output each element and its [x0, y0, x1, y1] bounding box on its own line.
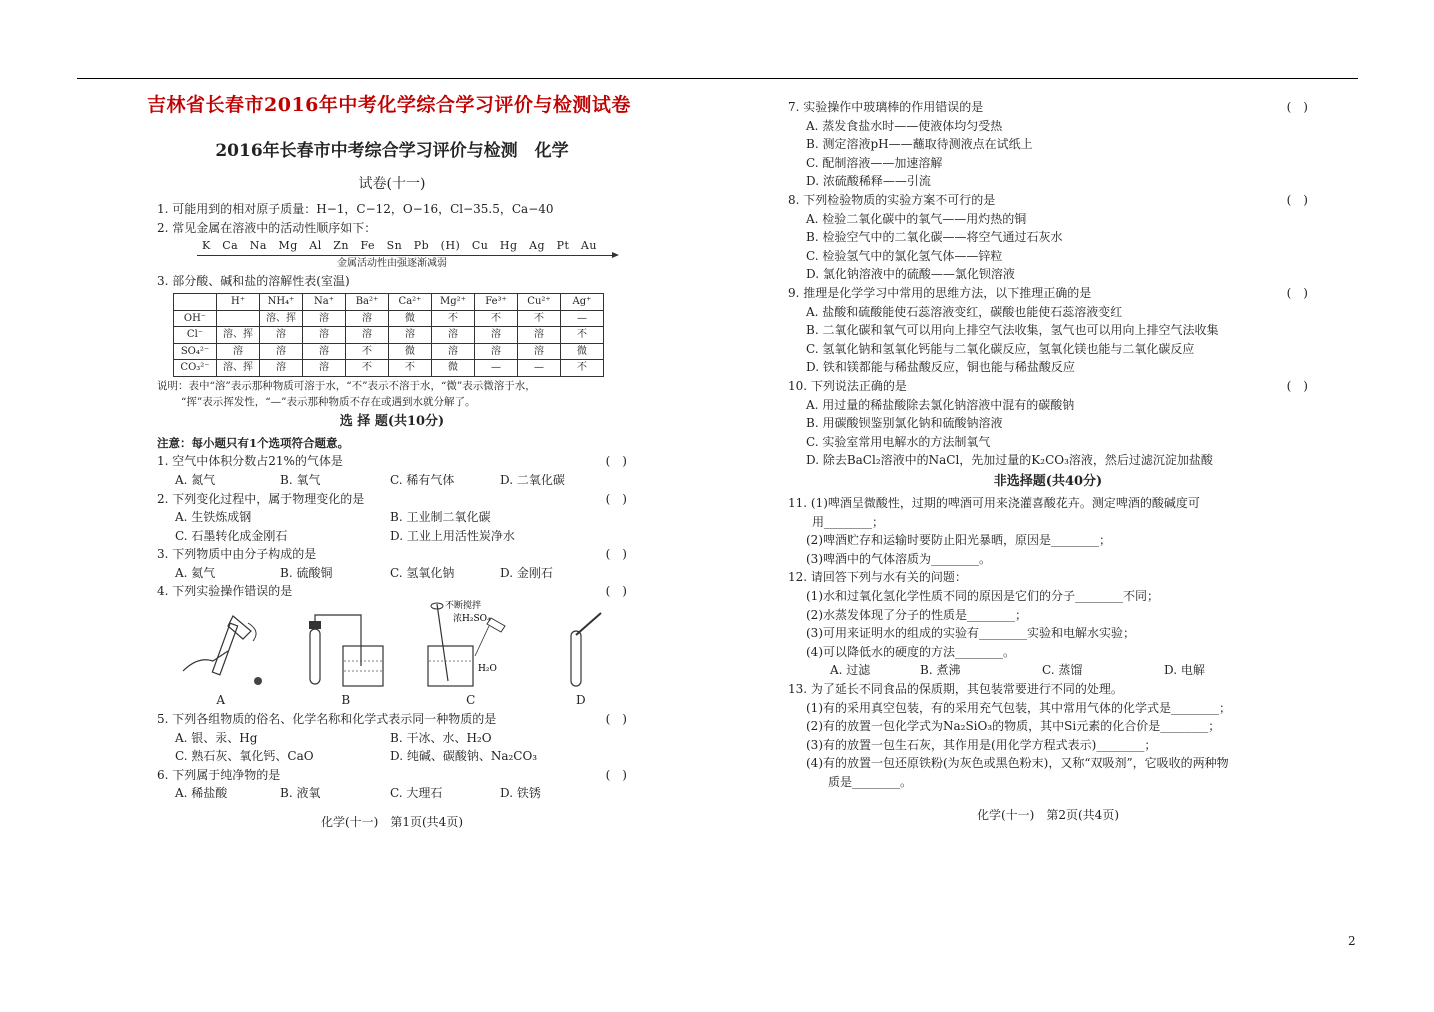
options: [157, 729, 627, 748]
section-title: 非选择题(共40分): [993, 473, 1103, 489]
table-cell: 溶、挥: [217, 360, 260, 377]
metal-symbol: K: [202, 239, 211, 253]
question-line[interactable]: (3)可用来证明水的组成的实验有________实验和电解水实验；: [806, 626, 1136, 641]
test-tube-icon: [551, 611, 611, 691]
options: [157, 564, 627, 583]
attention-note: 注意：每小题只有1个选项符合题意。: [157, 435, 349, 450]
option: B. 工业制二氧化碳: [390, 510, 491, 525]
table-cell: 溶、挥: [260, 310, 303, 327]
table-row: [174, 310, 604, 327]
figure-b: [301, 611, 391, 710]
figure-a: [173, 611, 268, 710]
metal-symbol: Pb: [413, 239, 430, 253]
answer-bracket[interactable]: ( ): [605, 584, 627, 599]
question-line[interactable]: 用________；: [812, 514, 885, 529]
answer-bracket[interactable]: ( ): [605, 547, 627, 562]
question: 5. 下列各组物质的俗名、化学名称和化学式表示同一种物质的是 ( ): [157, 710, 627, 729]
table-cell: —: [518, 360, 561, 377]
table-cell: 溶: [432, 327, 475, 344]
question-line[interactable]: (2)啤酒贮存和运输时要防止阳光暴晒，原因是________；: [806, 533, 1111, 548]
paper-number: 试卷(十一): [358, 176, 426, 193]
option: A. 稀盐酸: [175, 786, 228, 801]
table-cell: 溶: [432, 343, 475, 360]
option: D. 氯化钠溶液中的硫酸——氯化钡溶液: [806, 267, 1015, 282]
table-note: “挥”表示挥发性，“—”表示那种物质不存在或遇到水就分解了。: [181, 395, 476, 408]
answer-bracket[interactable]: ( ): [605, 712, 627, 727]
question-block: [788, 191, 1308, 284]
experiment-figures: [157, 601, 627, 710]
question-line[interactable]: (1)有的采用真空包装，有的采用充气包装，其中常用气体的化学式是________；: [806, 700, 1232, 715]
table-cell: 溶: [389, 327, 432, 344]
question-12: [788, 568, 1308, 680]
option: D. 电解: [1164, 663, 1205, 678]
table-cell: 微: [389, 343, 432, 360]
option: B. 硫酸铜: [280, 565, 333, 580]
table-cell: 不: [389, 360, 432, 377]
table-cell: 不: [346, 360, 389, 377]
option: D. 金刚石: [500, 565, 553, 580]
metal-symbol: Ag: [529, 239, 546, 253]
figure-label: D: [575, 693, 586, 708]
table-cell: 溶: [303, 310, 346, 327]
question-line: 12. 请回答下列与水有关的问题：: [788, 570, 967, 585]
metal-symbol: (H): [440, 239, 461, 253]
table-cell: 溶: [303, 327, 346, 344]
options: [157, 508, 627, 527]
option: D. 二氧化碳: [500, 472, 565, 487]
question: 6. 下列属于纯净物的是 ( ): [157, 766, 627, 785]
option: C. 氢氧化钠: [390, 565, 455, 580]
figure-d: [551, 611, 611, 710]
option: D. 铁锈: [500, 786, 541, 801]
table-cell: —: [561, 310, 604, 327]
table-cell: 溶: [346, 327, 389, 344]
dilution-beaker-icon: [423, 596, 518, 691]
table-cell: 溶: [518, 327, 561, 344]
table-cell: 溶: [346, 310, 389, 327]
question: 8. 下列检验物质的实验方案不可行的是 ( ): [788, 191, 1308, 210]
metal-symbol: Mg: [278, 239, 298, 253]
option: C. 配制溶液——加速溶解: [806, 155, 943, 170]
question-line[interactable]: (1)水和过氧化氢化学性质不同的原因是它们的分子________不同；: [806, 588, 1160, 603]
question-block: [788, 377, 1308, 470]
table-cell: 溶: [475, 327, 518, 344]
metal-symbol: Hg: [499, 239, 518, 253]
table-row: [174, 327, 604, 344]
option: D. 铁和镁都能与稀盐酸反应，铜也能与稀盐酸反应: [806, 360, 1075, 375]
metal-activity-series: [157, 237, 627, 254]
stir-label: 不断搅拌: [445, 601, 482, 612]
figure-label: A: [216, 693, 226, 708]
option: B. 用碳酸钡鉴别氯化钠和硫酸钠溶液: [806, 416, 1003, 431]
options: [157, 527, 627, 546]
question-line[interactable]: (3)有的放置一包生石灰，其作用是(用化学方程式表示)________；: [806, 737, 1157, 752]
table-cell: SO₄²⁻: [174, 343, 217, 360]
option: B. 二氧化碳和氧气可以用向上排空气法收集，氢气也可以用向上排空气法收集: [806, 323, 1219, 338]
table-cell: Cl⁻: [174, 327, 217, 344]
option: A. 用过量的稀盐酸除去氯化钠溶液中混有的碳酸钠: [806, 397, 1075, 412]
table-cell: 不: [432, 310, 475, 327]
metal-symbol: Au: [580, 239, 597, 253]
option: D. 除去BaCl₂溶液中的NaCl，先加过量的K₂CO₃溶液，然后过滤沉淀加盐酸: [806, 453, 1213, 468]
table-cell: 溶: [303, 360, 346, 377]
table-cell: 溶: [260, 343, 303, 360]
table-header-cell: Mg²⁺: [432, 294, 475, 311]
option: C. 蒸馏: [1042, 663, 1083, 678]
option: D. 纯碱、碳酸钠、Na₂CO₃: [390, 749, 538, 764]
answer-bracket[interactable]: ( ): [1286, 378, 1308, 393]
question-line: 13. 为了延长不同食品的保质期，其包装常要进行不同的处理。: [788, 681, 1123, 696]
option: C. 氢氧化钠和氢氧化钙能与二氧化碳反应，氢氧化镁也能与二氧化碳反应: [806, 341, 1195, 356]
table-cell: 微: [389, 310, 432, 327]
question-line[interactable]: (2)有的放置一包化学式为Na₂SiO₃的物质，其中Si元素的化合价是________；: [806, 719, 1221, 734]
answer-bracket[interactable]: ( ): [1286, 285, 1308, 300]
table-header-cell: Ba²⁺: [346, 294, 389, 311]
option: C. 大理石: [390, 786, 443, 801]
page-footer: 化学(十一) 第1页(共4页): [321, 815, 463, 830]
question-13: [788, 680, 1308, 792]
table-header-cell: Fe³⁺: [475, 294, 518, 311]
option: B. 检验空气中的二氧化碳——将空气通过石灰水: [806, 230, 1063, 245]
answer-bracket[interactable]: ( ): [1286, 100, 1308, 114]
table-cell: 不: [561, 327, 604, 344]
arrow-icon: [197, 255, 617, 256]
header-rule: [77, 78, 1358, 79]
metal-symbol: Fe: [360, 239, 376, 253]
table-cell: [217, 310, 260, 327]
option: C. 熟石灰、氧化钙、CaO: [175, 749, 314, 764]
table-row: [174, 360, 604, 377]
question: 10. 下列说法正确的是 ( ): [788, 377, 1308, 396]
gas-tube-beaker-icon: [301, 611, 391, 691]
options: [788, 661, 1308, 680]
figure-label: B: [341, 693, 351, 708]
table-note: 说明：表中“溶”表示那种物质可溶于水，“不”表示不溶于水，“微”表示微溶于水，: [157, 379, 536, 392]
table-cell: 不: [475, 310, 518, 327]
question-line[interactable]: (2)水蒸发体现了分子的性质是________；: [806, 607, 1027, 622]
option: A. 盐酸和硫酸能使石蕊溶液变红，碳酸也能使石蕊溶液变红: [806, 304, 1123, 319]
question: 4. 下列实验操作错误的是 ( ): [157, 582, 627, 601]
option: A. 氮气: [175, 472, 216, 487]
page-footer: 化学(十一) 第2页(共4页): [977, 807, 1119, 822]
section-title: 选 择 题(共10分): [339, 414, 445, 430]
acid-label: 浓H₂SO₄: [453, 614, 491, 625]
option: C. 实验室常用电解水的方法制氧气: [806, 434, 991, 449]
question-block: [788, 98, 1308, 191]
options: [157, 747, 627, 766]
question: 9. 推理是化学学习中常用的思维方法，以下推理正确的是 ( ): [788, 284, 1308, 303]
option: A. 生铁炼成钢: [175, 510, 252, 525]
question-11: [788, 494, 1308, 568]
exam-title: 2016年长春市中考综合学习评价与检测 化学: [215, 141, 569, 161]
metal-symbol: Sn: [386, 239, 403, 253]
options: [157, 784, 627, 803]
question: 1. 空气中体积分数占21%的气体是 ( ): [157, 452, 627, 471]
option: C. 检验氢气中的氯化氢气体——锌粒: [806, 248, 1003, 263]
question: 7. 实验操作中玻璃棒的作用错误的是 ( ): [788, 98, 1308, 117]
answer-bracket[interactable]: ( ): [605, 491, 627, 506]
right-page: [788, 98, 1308, 824]
table-cell: 微: [561, 343, 604, 360]
metal-symbol: Ca: [222, 239, 239, 253]
question-line[interactable]: 质是________。: [828, 774, 913, 789]
table-cell: CO₃²⁻: [174, 360, 217, 377]
info-line: 2. 常见金属在溶液中的活动性顺序如下：: [157, 220, 377, 235]
table-header-cell: NH₄⁺: [260, 294, 303, 311]
dropper-tube-icon: [173, 611, 268, 691]
question-block: [788, 284, 1308, 377]
table-header-cell: H⁺: [217, 294, 260, 311]
table-header-cell: Ca²⁺: [389, 294, 432, 311]
answer-bracket[interactable]: ( ): [1286, 192, 1308, 207]
table-header-cell: Cu²⁺: [518, 294, 561, 311]
table-cell: OH⁻: [174, 310, 217, 327]
table-cell: 溶: [260, 327, 303, 344]
metal-symbol: Na: [249, 239, 267, 253]
option: B. 干冰、水、H₂O: [390, 730, 492, 745]
table-cell: 溶: [217, 343, 260, 360]
table-cell: 溶: [475, 343, 518, 360]
solubility-table: [173, 293, 604, 377]
table-header-row: [174, 294, 604, 311]
series-caption: 金属活动性由强逐渐减弱: [337, 258, 447, 270]
option: A. 银、汞、Hg: [175, 730, 258, 745]
option: C. 稀有气体: [390, 472, 455, 487]
table-cell: 溶: [518, 343, 561, 360]
table-cell: 不: [561, 360, 604, 377]
question-line[interactable]: (4)可以降低水的硬度的方法________。: [806, 644, 1015, 659]
option: B. 测定溶液pH——蘸取待测液点在试纸上: [806, 137, 1033, 152]
option: A. 蒸发食盐水时——使液体均匀受热: [806, 118, 1003, 133]
option: A. 检验二氧化碳中的氧气——用灼热的铜: [806, 211, 1027, 226]
option: D. 工业上用活性炭净水: [390, 528, 515, 543]
water-label: H₂O: [478, 664, 498, 675]
metal-symbol: Cu: [471, 239, 489, 253]
option: B. 液氧: [280, 786, 321, 801]
table-cell: —: [475, 360, 518, 377]
answer-bracket[interactable]: ( ): [605, 454, 627, 469]
question-line: (4)有的放置一包还原铁粉(为灰色或黑色粉末)，又称“双吸剂”，它吸收的两种物: [806, 756, 1229, 771]
document-title: 吉林省长春市2016年中考化学综合学习评价与检测试卷: [147, 94, 631, 116]
info-line: 3. 部分酸、碱和盐的溶解性表(室温): [157, 273, 350, 288]
question: 2. 下列变化过程中，属于物理变化的是 ( ): [157, 490, 627, 509]
table-row: [174, 343, 604, 360]
question-line[interactable]: (3)啤酒中的气体溶质为________。: [806, 551, 991, 566]
table-cell: 不: [346, 343, 389, 360]
page-number: 2: [1348, 934, 1356, 948]
table-header-cell: Ag⁺: [561, 294, 604, 311]
option: B. 煮沸: [920, 663, 961, 678]
option: C. 石墨转化成金刚石: [175, 528, 288, 543]
info-line: 1. 可能用到的相对原子质量：H−1，C−12，O−16，Cl−35.5，Ca−40: [157, 202, 554, 217]
metal-symbol: Pt: [556, 239, 570, 253]
option: B. 氧气: [280, 472, 321, 487]
table-cell: 溶: [260, 360, 303, 377]
question-line: 11. (1)啤酒呈微酸性，过期的啤酒可用来浇灌喜酸花卉。测定啤酒的酸碱度可: [788, 496, 1200, 511]
figure-c: [423, 596, 518, 710]
table-header-cell: Na⁺: [303, 294, 346, 311]
metal-symbol: Zn: [333, 239, 349, 253]
table-cell: 溶、挥: [217, 327, 260, 344]
question: 3. 下列物质中由分子构成的是 ( ): [157, 545, 627, 564]
options: [157, 471, 627, 490]
metal-symbol: Al: [309, 239, 322, 253]
table-cell: 溶: [303, 343, 346, 360]
left-page: [157, 132, 627, 832]
option: A. 氦气: [175, 565, 216, 580]
table-header-cell: [174, 294, 217, 311]
figure-label: C: [466, 693, 476, 708]
answer-bracket[interactable]: ( ): [605, 767, 627, 782]
option: A. 过滤: [830, 663, 871, 678]
option: D. 浓硫酸稀释——引流: [806, 174, 931, 189]
table-cell: 不: [518, 310, 561, 327]
table-cell: 微: [432, 360, 475, 377]
